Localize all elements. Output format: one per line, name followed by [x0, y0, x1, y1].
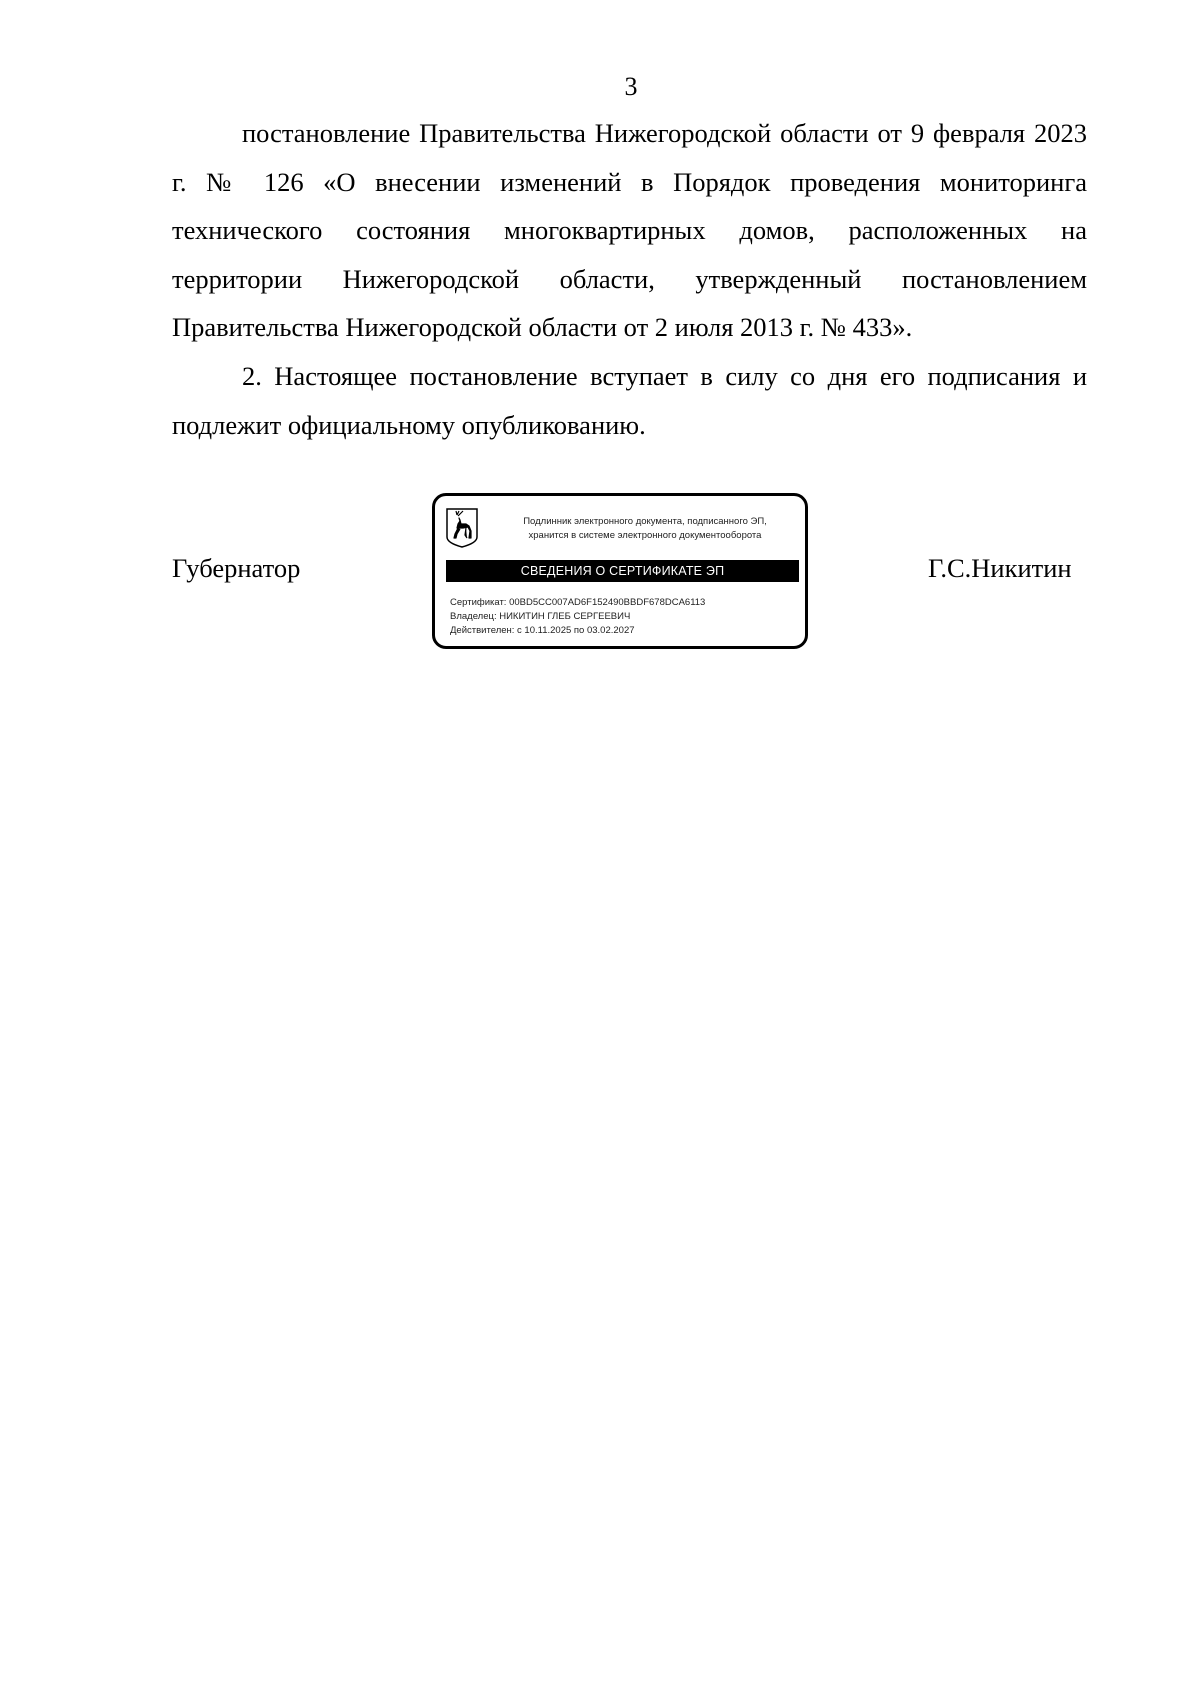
- stamp-certificate-info: [450, 596, 705, 638]
- stamp-certificate-banner: СВЕДЕНИЯ О СЕРТИФИКАТЕ ЭП: [446, 560, 799, 582]
- certificate-owner: Владелец: НИКИТИН ГЛЕБ СЕРГЕЕВИЧ: [450, 611, 631, 622]
- body-paragraph-2: 2. Настоящее постановление вступает в силу со дня его подписания и подлежит официальному опубликованию.: [172, 361, 1087, 440]
- body-paragraph-1-container: [172, 109, 1087, 352]
- body-paragraph-2-container: [172, 352, 1087, 449]
- certificate-number: Сертификат: 00BD5CC007AD6F152490BBDF678DCA6113: [450, 597, 706, 608]
- page-number: 3: [624, 72, 638, 101]
- body-paragraph-1: постановление Правительства Нижегородской области от 9 февраля 2023 г. № 126 «О внесении изменений в Порядок проведения мониторинга технического состояния многоквартирных домов, расположенных на территории Нижегородской области, утвержденный постановлением Правительства Нижегородской области от 2 июля 2013 г. № 433».: [172, 118, 1087, 342]
- electronic-signature-stamp: [432, 493, 808, 649]
- stamp-header-line-1: Подлинник электронного документа, подписанного ЭП,: [523, 516, 767, 527]
- stamp-header-line-2: хранится в системе электронного документооборота: [528, 530, 762, 541]
- signatory-name: Г.С.Никитин: [928, 553, 1072, 583]
- certificate-validity: Действителен: с 10.11.2025 по 03.02.2027: [450, 625, 635, 636]
- stamp-header: [495, 515, 795, 543]
- signatory-title: Губернатор: [172, 553, 301, 583]
- coat-of-arms-icon: [445, 507, 479, 549]
